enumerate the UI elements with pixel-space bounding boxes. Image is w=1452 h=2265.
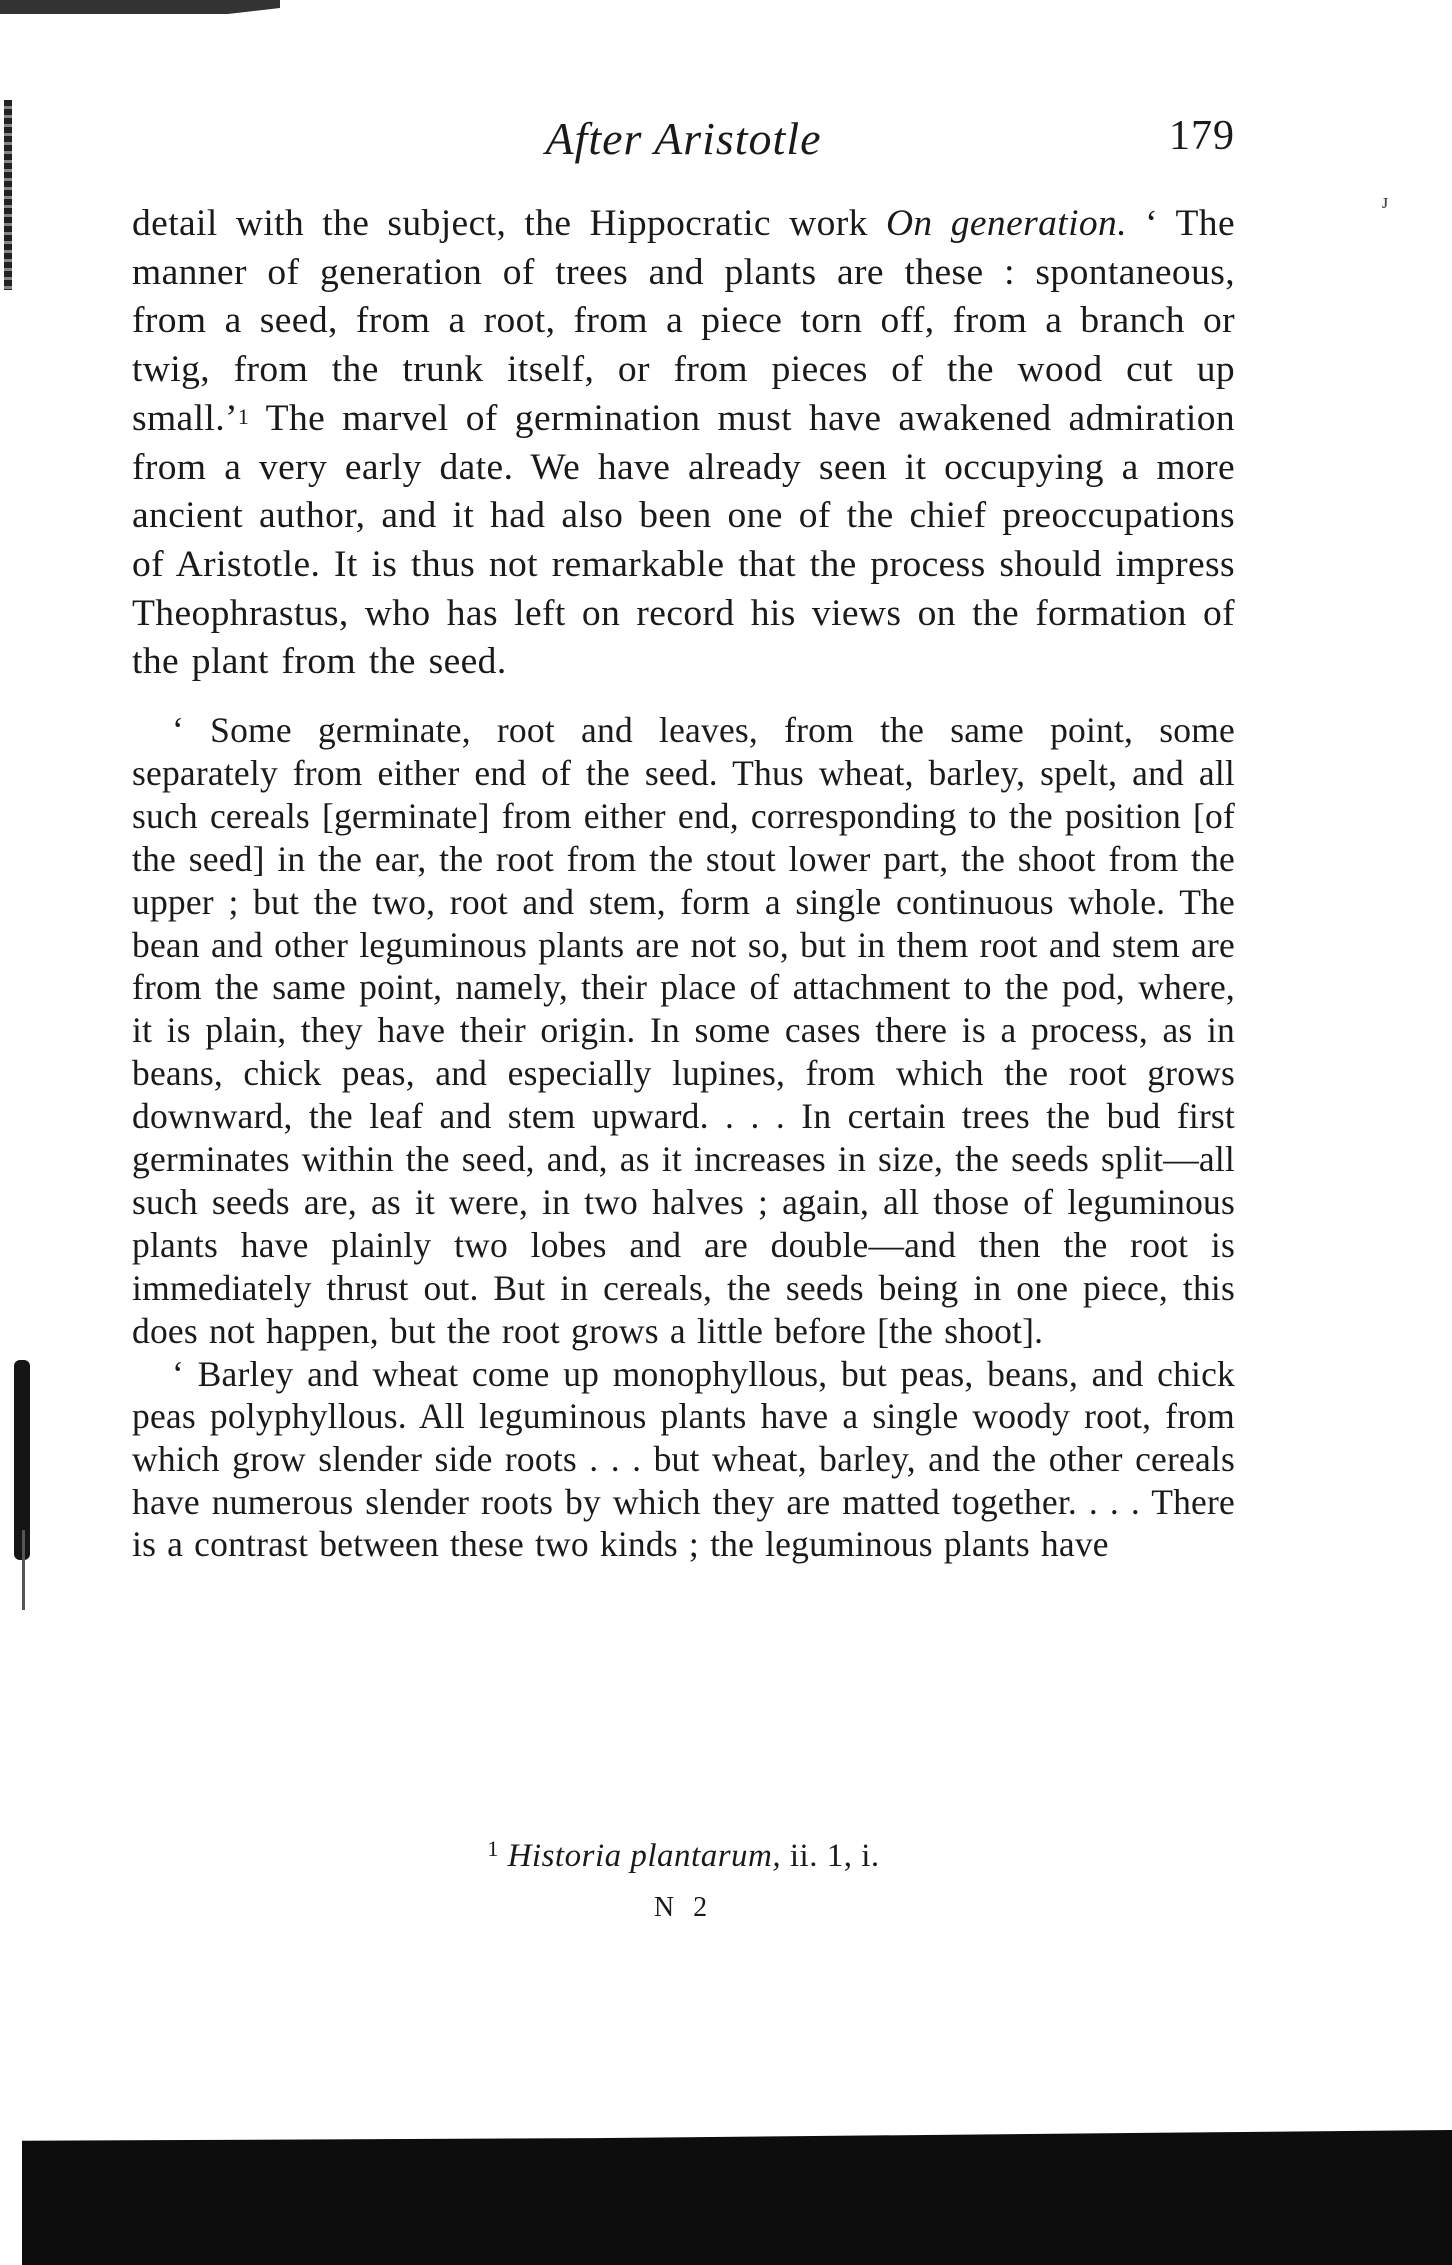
scan-edge-top [0,0,280,40]
paragraph-2: ‘ Some germinate, root and leaves, from the same point, some separately from either end of the seed. Thus wheat, barley, spelt, and all such cereals [germinate] from either end, corresponding to the position [of the seed] in the ear, the root from the stout lower part, the shoot from the upper ; but the two, root and stem, form a single continuous whole. The bean and other leguminous plants are not so, but in them root and stem are from the same point, namely, their place of attachment to the pod, where, it is plain, they have their origin. In some cases there is a process, as in beans, chick peas, and especially lupines, from which the root grows downward, the leaf and stem upward. . . . In certain trees the bud first germinates within the seed, and, as it increases in size, the seeds split—all such seeds are, as it were, in two halves ; again, all those of leguminous plants have plainly two lobes and are double—and then the root is immediately thrust out. But in cereals, the seeds being in one piece, this does not happen, but the root grows a little before [the shoot]. [132,710,1235,1351]
footnote-marker: 1 [487,1836,499,1861]
footnote-title: Historia plantarum, [507,1838,782,1874]
paragraph-3: ‘ Barley and wheat come up monophyllous, but peas, beans, and chick peas polyphyllous. All leguminous plants have a single woody root, from which grow slender side roots . . . but wheat, barley, and the other cereals have numerous slender roots by which they are matted together. . . . There is a contrast between these two kinds ; the leguminous plants have [132,1353,1235,1565]
signature-mark: N 2 [653,1892,714,1923]
paragraph-1-quote: ‘ The manner of generation of trees and plants are these : spontaneous, from a seed, from a root, from a piece torn off, from a branch or twig, from the trunk itself, or from pieces of the wood cut up small.’ [132,203,1235,439]
footnote-citation: ii. 1, i. [781,1838,880,1874]
footnote-reference: 1 [237,403,250,429]
scan-edge-left-top [4,100,12,290]
page-header [132,112,1235,172]
work-title: On generation. [885,203,1127,244]
paragraph-1 [132,200,1235,687]
running-title: After Aristotle [545,113,822,164]
scan-edge-left-line [22,1530,25,1610]
paragraph-1-lead: detail with the subject, the Hippocratic work [132,203,886,244]
body-text [132,200,1235,1566]
footnote [132,1838,1235,1875]
paragraph-1-tail: The marvel of germination must have awakened admiration from a very early date. We have already seen it occupying a more ancient author, and it had also been one of the chief preoccupations of Aristotle. It is thus not remarkable that the process should impress Theophrastus, who has left on record his views on the formation of the plant from the seed. [132,397,1235,683]
margin-mark: ᴊ [1382,188,1389,213]
scan-edge-bottom [22,2130,1452,2265]
page-number: 179 [1169,113,1235,159]
